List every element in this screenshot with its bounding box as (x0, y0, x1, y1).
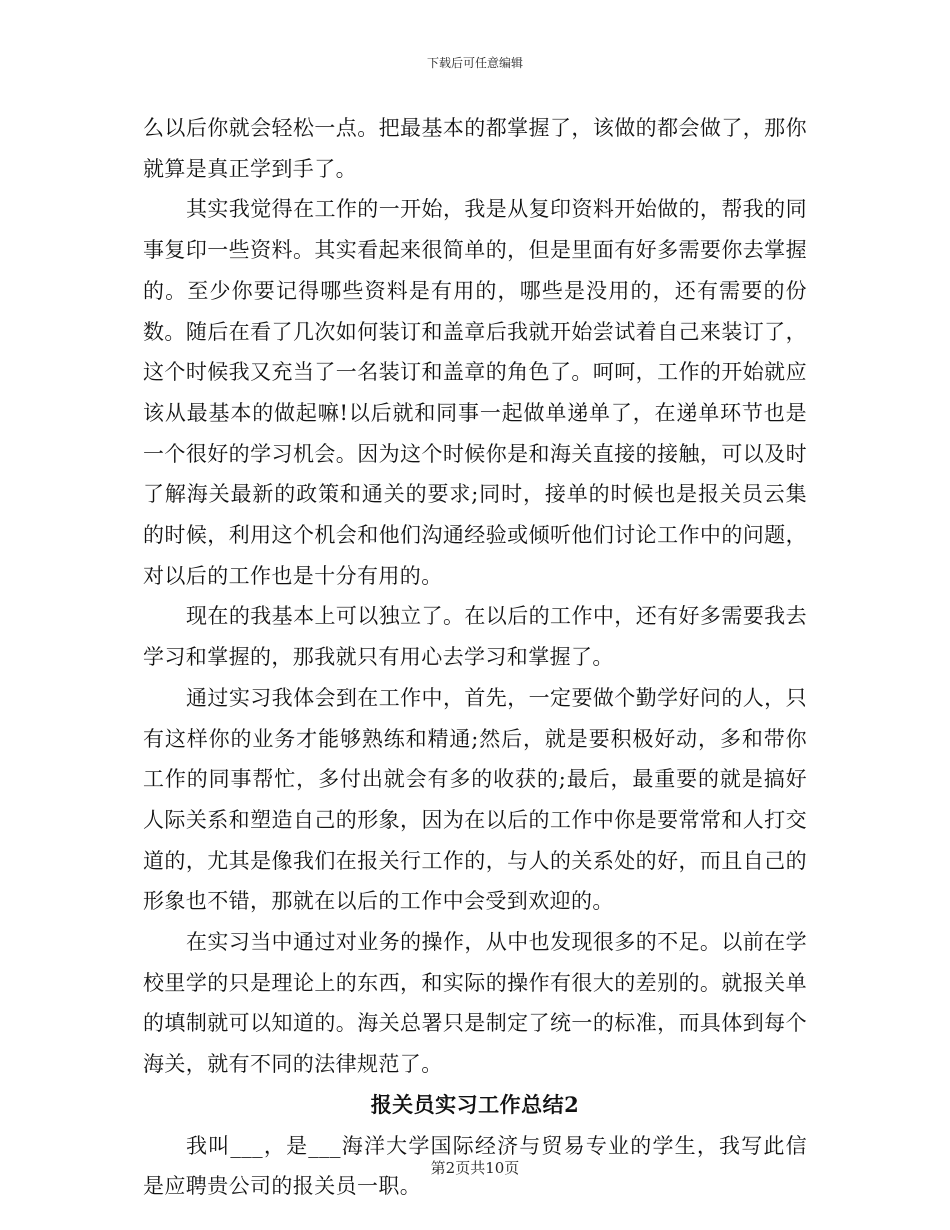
page-footer: 第2页共10页 (430, 1159, 520, 1177)
paragraph-lessons: 通过实习我体会到在工作中，首先，一定要做个勤学好问的人，只有这样你的业务才能够熟练和精通;然后，就是要积极好动，多和带你工作的同事帮忙，多付出就会有多的收获的;最后，最重要的就是搞好人际关系和塑造自己的形象，因为在以后的工作中你是要常常和人打交道的，尤其是像我们在报关行工作的，与人的关系处的好，而且自己的形象也不错，那就在以后的工作中会受到欢迎的。 (143, 685, 807, 914)
paragraph-work-beginning: 其实我觉得在工作的一开始，我是从复印资料开始做的，帮我的同事复印一些资料。其实看起来很简单的，但是里面有好多需要你去掌握的。至少你要记得哪些资料是有用的，哪些是没用的，还有需要的份数。随后在看了几次如何装订和盖章后我就开始尝试着自己来装订了，这个时候我又充当了一名装订和盖章的角色了。呵呵，工作的开始就应该从最基本的做起嘛!以后就和同事一起做单递单了，在递单环节也是一个很好的学习机会。因为这个时候你是和海关直接的接触，可以及时了解海关最新的政策和通关的要求;同时，接单的时候也是报关员云集的时候，利用这个机会和他们沟通经验或倾听他们讨论工作中的问题，对以后的工作也是十分有用的。 (143, 197, 807, 588)
page-header: 下载后可任意编辑 (426, 56, 523, 70)
paragraph-shortcomings: 在实习当中通过对业务的操作，从中也发现很多的不足。以前在学校里学的只是理论上的东西，和实际的操作有很大的差别的。就报关单的填制就可以知道的。海关总署只是制定了统一的标准，而具体到每个海关，就有不同的法律规范了。 (143, 930, 807, 1077)
paragraph-continuation: 么以后你就会轻松一点。把最基本的都掌握了，该做的都会做了，那你就算是真正学到手了。 (143, 116, 807, 181)
paragraph-introduction: 我叫___，是___海洋大学国际经济与贸易专业的学生，我写此信是应聘贵公司的报关员一职。 (143, 1133, 807, 1199)
document-body (143, 108, 807, 1207)
paragraph-independence: 现在的我基本上可以独立了。在以后的工作中，还有好多需要我去学习和掌握的，那我就只有用心去学习和掌握了。 (143, 604, 807, 670)
section-title: 报关员实习工作总结2 (370, 1091, 580, 1117)
